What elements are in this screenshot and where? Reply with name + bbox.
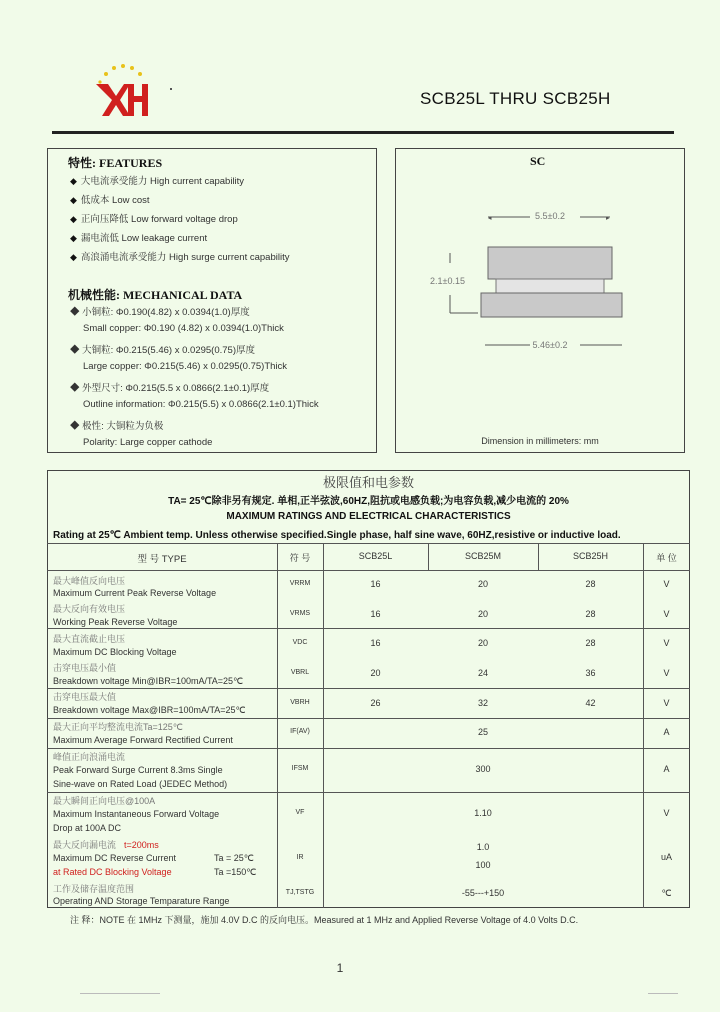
feature-item: 漏电流低 Low leakage current: [80, 233, 208, 244]
row-unit: V: [663, 668, 670, 678]
row-symbol: VDC: [292, 639, 308, 646]
mechanical-line: ◆ 外型尺寸: Φ0.215(5.5 x 0.0866(2.1±0.1)厚度: [70, 383, 270, 394]
row-unit: A: [663, 727, 670, 737]
ratings-title-cn: 极限值和电参数: [322, 475, 414, 490]
row-symbol: TJ,TSTG: [285, 889, 315, 896]
top-dimension: 5.5±0.2: [535, 211, 565, 221]
row-label-cn: 击穿电压最大值: [53, 692, 117, 702]
row-unit: uA: [660, 852, 672, 862]
logo-dot: [170, 88, 172, 90]
row-unit: V: [663, 609, 670, 619]
row-value-m: 20: [477, 609, 488, 619]
row-condition-1: Ta = 25℃: [214, 853, 254, 863]
row-label-cn: 最大瞬间正向电压@100A: [53, 796, 156, 806]
mechanical-line: ◆ 极性: 大铜粒为负极: [70, 421, 164, 432]
dimension-caption: Dimension in millimeters: mm: [481, 436, 599, 446]
svg-text:▸: ▸: [606, 215, 610, 222]
feature-item: 大电流承受能力 High current capability: [80, 176, 245, 187]
row-label-en2: Drop at 100A DC: [53, 823, 122, 833]
document-title: SCB25L THRU SCB25H: [420, 89, 611, 108]
row-unit: V: [663, 638, 670, 648]
row-condition-2: Ta =150℃: [214, 867, 257, 877]
row-label-cn: 最大直流截止电压: [53, 634, 126, 644]
company-logo: [90, 62, 152, 122]
grid-line: [47, 570, 690, 571]
svg-text:◂: ◂: [488, 215, 492, 222]
header-scb25l: SCB25L: [358, 551, 393, 561]
grid-line: [47, 543, 690, 544]
row-symbol: VF: [295, 809, 305, 816]
row-value-h: 28: [585, 609, 596, 619]
row-symbol: IF(AV): [290, 728, 310, 735]
note: 注 释：NOTE 在 1MHz 下测量，施加 4.0V D.C 的反向电压。Measured at 1 MHz and Applied Reverse Voltage of 4.0 Volts D.C.: [70, 915, 579, 925]
page-number: 1: [336, 961, 344, 975]
row-label-en: Maximum DC Reverse Current: [53, 853, 177, 863]
mechanical-line: Small copper: Φ0.190 (4.82) x 0.0394(1.0)Thick: [83, 323, 284, 334]
row-value: 25: [477, 727, 488, 737]
row-symbol: VBRL: [290, 669, 310, 676]
row-value-h: 42: [585, 698, 596, 708]
row-value-h: 28: [585, 579, 596, 589]
row-symbol: VBRH: [290, 699, 310, 706]
row-value-h: 28: [585, 638, 596, 648]
row-value-l: 26: [370, 698, 381, 708]
row-label-en: Breakdown voltage Min@IBR=100mA/TA=25℃: [53, 676, 244, 686]
row-symbol: IFSM: [291, 765, 309, 772]
feature-item: 高浪涌电流承受能力 High surge current capability: [80, 252, 290, 263]
row-unit: V: [663, 698, 670, 708]
row-value: 1.10: [474, 808, 492, 818]
grid-line: [47, 688, 690, 689]
grid-line: [323, 543, 324, 908]
mechanical-line: ◆ 小铜粒: Φ0.190(4.82) x 0.0394(1.0)厚度: [70, 307, 250, 318]
side-dimension: 2.1±0.15: [430, 276, 465, 286]
row-label-en-red: at Rated DC Blocking Voltage: [53, 867, 172, 877]
mechanical-heading: 机械性能: MECHANICAL DATA: [68, 288, 243, 302]
row-label-en2: Sine-wave on Rated Load (JEDEC Method): [53, 779, 228, 789]
row-unit: ℃: [661, 888, 672, 898]
row-value-l: 16: [370, 638, 381, 648]
row-value-2: 100: [475, 860, 491, 870]
header-scb25h: SCB25H: [572, 551, 608, 561]
header-scb25m: SCB25M: [464, 551, 501, 561]
mechanical-line: Large copper: Φ0.215(5.46) x 0.0295(0.75)Thick: [83, 361, 288, 372]
row-label-cn: 工作及储存温度范围: [53, 884, 135, 894]
grid-line: [47, 748, 690, 749]
row-symbol: VRMS: [289, 610, 311, 617]
row-unit: A: [663, 764, 670, 774]
row-label-en: Maximum Instantaneous Forward Voltage: [53, 809, 220, 819]
header-type: 型 号 TYPE: [137, 554, 187, 565]
mechanical-line: Outline information: Φ0.215(5.5) x 0.0866(2.1±0.1)Thick: [83, 399, 319, 410]
row-label-red: t=200ms: [124, 840, 159, 850]
row-value: 300: [475, 764, 491, 774]
ratings-title-en: MAXIMUM RATINGS AND ELECTRICAL CHARACTERISTICS: [226, 511, 511, 522]
row-unit: V: [663, 808, 670, 818]
ratings-condition-en: Rating at 25℃ Ambient temp. Unless otherwise specified.Single phase, half sine wave, 60HZ,resistive or inductive load.: [53, 530, 621, 541]
bottom-dimension: 5.46±0.2: [532, 340, 568, 350]
mechanical-line: ◆ 大铜粒: Φ0.215(5.46) x 0.0295(0.75)厚度: [70, 345, 255, 356]
row-label-cn: 峰值正向浪涌电流: [53, 752, 126, 762]
row-value-l: 20: [370, 668, 381, 678]
row-label-cn: 最大反向有效电压: [53, 604, 126, 614]
features-heading: 特性: FEATURES: [68, 156, 163, 170]
row-label-en: Maximum Average Forward Rectified Current: [53, 735, 233, 745]
row-label-cn: 最大峰值反向电压: [53, 576, 126, 586]
row-label-cn: 击穿电压最小值: [53, 663, 117, 673]
grid-line: [47, 792, 690, 793]
row-value-1: 1.0: [476, 842, 490, 852]
row-label-en: Maximum Current Peak Reverse Voltage: [53, 588, 217, 598]
row-label-en: Breakdown voltage Max@IBR=100mA/TA=25℃: [53, 705, 246, 715]
header-rule: [52, 131, 674, 134]
feature-item: 正向压降低 Low forward voltage drop: [80, 214, 238, 225]
row-value-h: 36: [585, 668, 596, 678]
package-title: SC: [530, 154, 546, 168]
row-label-cn: 最大正向平均整流电流Ta=125℃: [53, 722, 183, 732]
row-value-m: 20: [477, 638, 488, 648]
features-list: ◆ 大电流承受能力 High current capability ◆ 低成本 Low cost ◆ 正向压降低 Low forward voltage drop ◆ 漏电流低 Low leakage current ◆ 高浪涌电流承受能力 High surge current capability: [70, 176, 290, 263]
row-label-en: Peak Forward Surge Current 8.3ms Single: [53, 765, 223, 775]
row-label-cn: 最大反向漏电流 t=200ms: [53, 840, 159, 850]
footer-mark: [648, 993, 678, 994]
row-value-m: 24: [477, 668, 488, 678]
grid-line: [47, 718, 690, 719]
mechanical-line: Polarity: Large copper cathode: [83, 437, 213, 448]
grid-line: [47, 628, 690, 629]
row-label-en: Operating AND Storage Temparature Range: [53, 896, 230, 906]
row-value-m: 32: [477, 698, 488, 708]
row-unit: V: [663, 579, 670, 589]
mechanical-list: [70, 304, 319, 456]
row-label-en: Maximum DC Blocking Voltage: [53, 647, 177, 657]
row-label-en: Working Peak Reverse Voltage: [53, 617, 178, 627]
row-value-m: 20: [477, 579, 488, 589]
header-symbol: 符 号: [289, 553, 311, 563]
ratings-condition-cn: TA= 25℃除非另有规定. 单相,正半弦波,60HZ,阻抗或电感负载;为电容负载,减少电流的 20%: [168, 496, 569, 507]
feature-item: 低成本 Low cost: [80, 195, 150, 206]
row-value: -55---+150: [461, 888, 505, 898]
row-value-l: 16: [370, 579, 381, 589]
row-value-l: 16: [370, 609, 381, 619]
row-symbol: IR: [296, 854, 304, 861]
footer-mark: [80, 993, 160, 994]
header-unit: 单 位: [656, 553, 677, 563]
row-symbol: VRRM: [289, 580, 311, 587]
